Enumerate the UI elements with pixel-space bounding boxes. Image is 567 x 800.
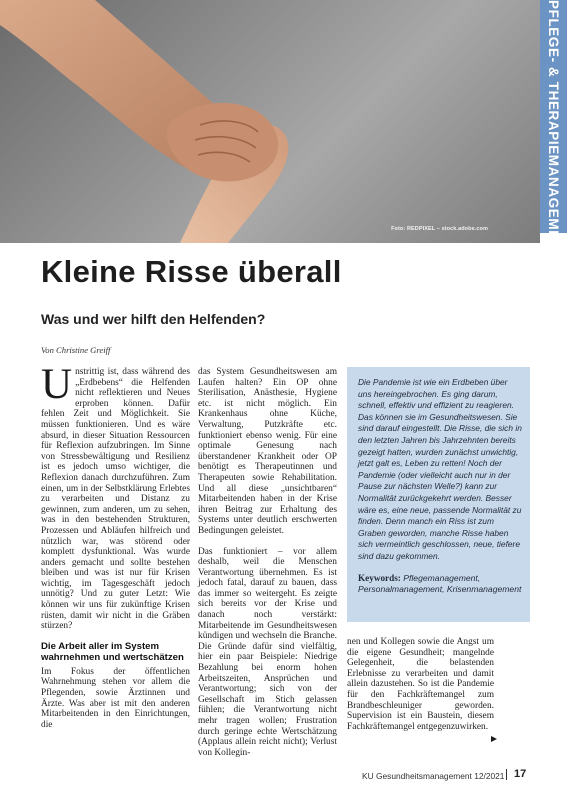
- photo-credit: Foto: REDPIXEL – stock.adobe.com: [391, 226, 488, 232]
- page-number: 17: [514, 768, 527, 780]
- text-column-3: [347, 637, 494, 732]
- footer-publication: KU Gesundheitsmanagement 12/2021: [362, 771, 505, 781]
- section-heading: Die Arbeit aller im System wahrnehmen und wertschätzen: [41, 640, 184, 664]
- author-byline: Von Christine Greiff: [41, 345, 111, 355]
- text-column-1: [41, 361, 190, 730]
- keywords: [358, 573, 522, 597]
- text-column-2: [198, 367, 337, 758]
- body-paragraph: Im Fokus der öffentlichen Wahrnehmung stehen vor allem die Pflegenden, sowie Ärztinnen und Ärzte. Was aber ist mit den anderen Mitarbeitenden in den Einrichtungen, die: [41, 666, 190, 730]
- article-subtitle: Was und wer hilft den Helfenden?: [41, 311, 266, 327]
- keywords-list: Pflegemanagement, Personalmanagement, Krisenmanagement: [358, 572, 522, 595]
- abstract-box: [347, 367, 530, 622]
- section-tab: [540, 0, 567, 260]
- body-paragraph: nen und Kollegen sowie die Angst um die eigene Gesundheit; mangelnde Gelegenheit, die belastenden Erlebnisse zu verarbeiten und damit allein dazustehen. So ist die Pandemie für den Fachkräftemangel zum Brandbeschleuniger geworden. Supervision ist ein Baustein, diesem Fachkräftemangel entgegenzuwirken.: [347, 637, 494, 732]
- intro-paragraph: [41, 361, 190, 632]
- intro-text: nstrittig ist, dass während des „Erdbebens“ die Helfenden nicht reflektieren und Neues erproben können. Dafür fehlen Zeit und Möglichkeit. Sie müssen funktionieren. Und es wäre absurd, in dieser Situation Ressourcen für Reflexion aufzubringen. Im Sinne von Stressbewältigung und Resilienz ist es jedoch umso wichtiger, die Reflexion danach durchzuführen. Zum einen, um in der Selbstklärung Erlebtes zu verarbeiten und Distanz zu gewinnen, zum anderen, um zu sehen, was in den bestehenden Strukturen, Prozessen und Abläufen hilfreich und nützlich war, was störend oder komplett dysfunktional. Was wurde anders gemacht und sollte bestehen bleiben und was ist nur für Krisen wichtig, im Tagesgeschäft jedoch unnötig? Und zu guter Letzt: Wie können wir uns für zukünftige Krisen rüsten, damit wir nicht in die Gräben stürzen?: [41, 367, 190, 632]
- holding-hands-illustration: [0, 0, 540, 243]
- body-paragraph: das System Gesundheitswesen am Laufen halten? Ein OP ohne Sterilisation, Anästhesie, Hygiene etc. ist nicht möglich. Ein Krankenhaus ohne Küche, Verwaltung, Putzkräfte etc. funktioniert ebenso wenig. Für eine optimale Genesung nach überstandener Krankheit oder OP benötigt es Therapeutinnen und Therapeuten sowie Rehabilitation. Und all diese „unsichtbaren“ Mitarbeitenden haben in der Krise ihren Beitrag zur Erhaltung des Systems unter deutlich erschwerten Bedingungen geleistet.: [198, 367, 337, 536]
- drop-cap: U: [41, 361, 73, 408]
- keywords-label: Keywords:: [358, 572, 401, 583]
- footer-divider: [506, 769, 507, 780]
- continue-arrow-icon: [491, 736, 497, 742]
- article-title: Kleine Risse überall: [41, 254, 342, 289]
- section-label: PFLEGE- & THERAPIEMANAGEMENT: [546, 0, 561, 260]
- body-paragraph: Das funktioniert – vor allem deshalb, weil die Menschen Verantwortung übernehmen. Es ist jedoch fatal, darauf zu bauen, dass das immer so weitergeht. Es zeigte sich bereits vor der Krise und danach noch verstärkt: Mitarbeitende im Gesundheitswesen kündigen und wechseln die Branche. Die Gründe dafür sind vielfältig, hier ein paar Beispiele: Niedrige Bezahlung bei enorm hohen Arbeitszeiten, Ansprüchen und Verantwortung; sich von der Gesellschaft im Stich gelassen fühlen; die Verantwortung nicht mehr tragen wollen; Frustration durch geringe echte Wertschätzung (Applaus allein reicht nicht); Verlust von Kollegin-: [198, 546, 337, 758]
- abstract-text: Die Pandemie ist wie ein Erdbeben über uns hereingebrochen. Es ging darum, schnell, effektiv und effizient zu reagieren. Das können sie im Gesundheitswesen. Sie sind darauf eingestellt. Die Risse, die sich in den letzten Jahren bis Jahrzehnten bereits gezeigt hatten, wurden zunächst unwichtig, jetzt galt es, Leben zu retten! Noch der Pandemie (oder vielleicht auch nur in der Pause zur nächsten Welle?) kann zur Normalität zurückgekehrt werden. Besser wäre es, eine neue, passende Normalität zu finden. Denn manch ein Riss ist zum Graben geworden, manche Risse haben sich vermeintlich geschlossen, neue, tiefere sind dazu gekommen.: [358, 377, 522, 561]
- hero-photo: [0, 0, 540, 243]
